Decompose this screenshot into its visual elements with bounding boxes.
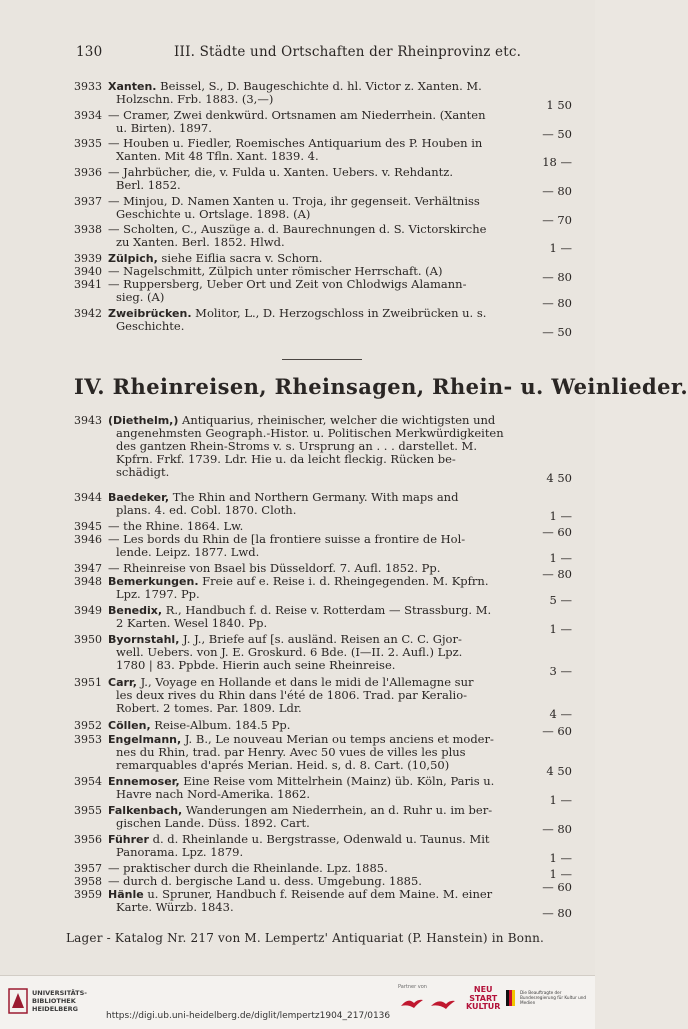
- page-number: 130: [76, 44, 103, 60]
- entry-line: [108, 901, 518, 914]
- entry-keyword: Bemerkungen.: [108, 575, 199, 588]
- entry-text: [108, 833, 518, 859]
- entry-line-text: J. B., Le nouveau Merian ou temps anciens et moder-: [181, 732, 494, 746]
- entry-number: 3941: [74, 278, 102, 291]
- entry-text: [108, 888, 518, 914]
- university-seal-icon: [8, 988, 28, 1014]
- entry-price: — 80: [542, 296, 572, 310]
- entry-line: [108, 179, 518, 192]
- entry-text: [108, 491, 518, 517]
- entry-keyword: Engelmann,: [108, 733, 182, 746]
- entry-price: 1 —: [549, 867, 572, 881]
- entry-number: 3939: [74, 252, 102, 265]
- entry-price: — 60: [542, 525, 572, 539]
- entry-text: [108, 166, 518, 192]
- entry-number: 3938: [74, 223, 102, 236]
- entry-number: 3958: [74, 875, 102, 888]
- entry-line-text: Lpz. 1797. Pp.: [116, 587, 200, 601]
- entry-line-text: siehe Eiflia sacra v. Schorn.: [157, 251, 323, 265]
- entry-line: [108, 122, 518, 135]
- entry-price: — 80: [542, 567, 572, 581]
- entry-line-text: — Les bords du Rhin de [la frontiere suisse a frontire de Hol-: [108, 532, 466, 546]
- entry-keyword: Hänle: [108, 888, 144, 901]
- entry-number: 3936: [74, 166, 102, 179]
- entry-line-text: u. Birten). 1897.: [116, 121, 212, 135]
- entry-price: — 80: [542, 906, 572, 920]
- federal-eagle-icon: [506, 990, 518, 1006]
- entry-number: 3951: [74, 676, 102, 689]
- entry-line: [108, 278, 518, 291]
- entry-line-text: — praktischer durch die Rheinlande. Lpz. 1885.: [108, 861, 388, 875]
- entry-price: — 50: [542, 127, 572, 141]
- entry-text: [108, 775, 518, 801]
- entry-keyword: (Diethelm,): [108, 414, 179, 427]
- entry-price: 1 —: [549, 793, 572, 807]
- entry-number: 3950: [74, 633, 102, 646]
- entry-line-text: Holzschn. Frb. 1883. (3,—): [116, 92, 274, 106]
- entry-line: [108, 453, 518, 466]
- entry-line-text: schädigt.: [116, 465, 170, 479]
- entry-line-text: Karte. Würzb. 1843.: [116, 900, 234, 914]
- entry-text: [108, 137, 518, 163]
- entry-price: — 80: [542, 270, 572, 284]
- entry-line: [108, 320, 518, 333]
- entry-keyword: Führer: [108, 833, 149, 846]
- entry-number: 3937: [74, 195, 102, 208]
- entry-number: 3944: [74, 491, 102, 504]
- entry-line-text: angenehmsten Geograph.-Histor. u. Politischen Merkwürdigkeiten: [116, 426, 504, 440]
- neustart-line-3: KULTUR: [466, 1002, 501, 1011]
- entry-line: [108, 788, 518, 801]
- entry-line-text: — Ruppersberg, Ueber Ort und Zeit von Chlodwigs Alamann-: [108, 277, 467, 291]
- entry-text: [108, 109, 518, 135]
- entry-number: 3957: [74, 862, 102, 875]
- entry-line-text: 2 Karten. Wesel 1840. Pp.: [116, 616, 268, 630]
- entry-line-text: — Minjou, D. Namen Xanten u. Troja, ihr gegenseit. Verhältniss: [108, 194, 480, 208]
- entry-line-text: Panorama. Lpz. 1879.: [116, 845, 244, 859]
- entry-price: 1 —: [549, 851, 572, 865]
- entry-text: [108, 533, 518, 559]
- entry-number: 3956: [74, 833, 102, 846]
- entry-text: [108, 633, 518, 672]
- entry-line-text: plans. 4. ed. Cobl. 1870. Cloth.: [116, 503, 297, 517]
- entry-line-text: — Jahrbücher, die, v. Fulda u. Xanten. Uebers. v. Rehdantz.: [108, 165, 453, 179]
- entry-number: 3949: [74, 604, 102, 617]
- permalink-url[interactable]: https://digi.ub.uni-heidelberg.de/diglit/lempertz1904_217/0136: [106, 1011, 391, 1021]
- entry-price: 1 —: [549, 241, 572, 255]
- entry-price: — 80: [542, 822, 572, 836]
- entry-line-text: Reise-Album. 184.5 Pp.: [150, 718, 291, 732]
- entry-line-text: lende. Leipz. 1877. Lwd.: [116, 545, 260, 559]
- neustart-line-2: START: [469, 993, 498, 1003]
- entry-text: [108, 278, 518, 304]
- entry-keyword: Byornstahl,: [108, 633, 180, 646]
- entry-number: 3940: [74, 265, 102, 278]
- partner-logo-2-icon: [430, 998, 456, 1010]
- entry-line-text: Wanderungen am Niederrhein, an d. Ruhr u. im ber-: [182, 803, 493, 817]
- entry-price: 5 —: [549, 593, 572, 607]
- entry-number: 3942: [74, 307, 102, 320]
- entry-text: [108, 733, 518, 772]
- entry-line: [108, 236, 518, 249]
- catalog-footer: Lager - Katalog Nr. 217 von M. Lempertz' Antiquariat (P. Hanstein) in Bonn.: [66, 931, 545, 945]
- entry-keyword: Zülpich,: [108, 252, 158, 265]
- entry-price: 3 —: [549, 664, 572, 678]
- entry-line-text: Eine Reise vom Mittelrhein (Mainz) üb. Köln, Paris u.: [179, 774, 495, 788]
- entry-line-text: gischen Lande. Düss. 1892. Cart.: [116, 816, 310, 830]
- entry-text: [108, 414, 518, 479]
- entry-price: 1 —: [549, 551, 572, 565]
- entry-keyword: Falkenbach,: [108, 804, 183, 817]
- page-running-title: III. Städte und Ortschaften der Rheinprovinz etc.: [174, 44, 522, 60]
- entry-number: 3952: [74, 719, 102, 732]
- entry-line-text: — Houben u. Fiedler, Roemisches Antiquarium des P. Houben in: [108, 136, 483, 150]
- entry-line: [108, 719, 518, 732]
- entry-price: 18 —: [542, 155, 572, 169]
- federal-commissioner-text: Die Beauftragte der Bundesregierung für Kultur und Medien: [520, 990, 587, 1005]
- entry-price: — 70: [542, 213, 572, 227]
- entry-number: 3946: [74, 533, 102, 546]
- entry-price: 4 —: [549, 707, 572, 721]
- entry-line-text: nes du Rhin, trad. par Henry. Avec 50 vues de villes les plus: [116, 745, 466, 759]
- entry-text: [108, 80, 518, 106]
- entry-line-text: Kpfrn. Frkf. 1739. Ldr. Hie u. da leicht fleckig. Rücken be-: [116, 452, 456, 466]
- entry-text: [108, 719, 518, 732]
- entry-number: 3948: [74, 575, 102, 588]
- entry-keyword: Carr,: [108, 676, 137, 689]
- section-divider: [282, 359, 362, 360]
- entry-line-text: — Nagelschmitt, Zülpich unter römischer Herrschaft. (A): [108, 264, 443, 278]
- entry-line-text: les deux rives du Rhin dans l'été de 1806. Trad. par Keralio-: [116, 688, 468, 702]
- entry-keyword: Cöllen,: [108, 719, 151, 732]
- entry-number: 3945: [74, 520, 102, 533]
- entry-number: 3955: [74, 804, 102, 817]
- entry-line: [108, 504, 518, 517]
- entry-keyword: Zweibrücken.: [108, 307, 192, 320]
- entry-number: 3943: [74, 414, 102, 427]
- uni-line-1: UNIVERSITÄTS-: [32, 989, 87, 997]
- uni-line-2: BIBLIOTHEK: [32, 997, 76, 1005]
- entry-keyword: Xanten.: [108, 80, 157, 93]
- entry-line: [108, 846, 518, 859]
- entry-line: [108, 466, 518, 479]
- entry-number: 3959: [74, 888, 102, 901]
- entry-keyword: Baedeker,: [108, 491, 170, 504]
- entry-number: 3947: [74, 562, 102, 575]
- entry-line-text: Havre nach Nord-Amerika. 1862.: [116, 787, 311, 801]
- entry-price: — 60: [542, 880, 572, 894]
- uni-line-3: HEIDELBERG: [32, 1005, 79, 1013]
- entry-price: — 80: [542, 184, 572, 198]
- neustart-kultur-logo: [466, 986, 500, 1012]
- entry-line: [108, 817, 518, 830]
- entry-line-text: Geschichte.: [116, 319, 185, 333]
- entry-price: — 50: [542, 325, 572, 339]
- entry-price: 1 50: [546, 98, 572, 112]
- entry-number: 3934: [74, 109, 102, 122]
- entry-line: [108, 546, 518, 559]
- neustart-line-1: NEU: [473, 985, 493, 994]
- entry-line-text: J. J., Briefe auf [s. ausländ. Reisen an C. C. Gjor-: [179, 632, 462, 646]
- entry-line-text: Freie auf e. Reise i. d. Rheingegenden. M. Kpfrn.: [198, 574, 489, 588]
- entry-line-text: sieg. (A): [116, 290, 165, 304]
- entry-number: 3953: [74, 733, 102, 746]
- section-title: IV. Rheinreisen, Rheinsagen, Rhein- u. Weinlieder.: [74, 374, 688, 399]
- entry-line-text: — Scholten, C., Auszüge a. d. Baurechnungen d. S. Victorskirche: [108, 222, 487, 236]
- entry-price: 1 —: [549, 509, 572, 523]
- entry-line-text: well. Uebers. von J. E. Groskurd. 6 Bde. (I—II. 2. Aufl.) Lpz.: [116, 645, 463, 659]
- entry-line-text: 1780 | 83. Ppbde. Hierin auch seine Rheinreise.: [116, 658, 396, 672]
- entry-keyword: Benedix,: [108, 604, 163, 617]
- entry-line: [108, 759, 518, 772]
- university-library-name: [32, 989, 87, 1013]
- entry-number: 3954: [74, 775, 102, 788]
- entry-line-text: — the Rhine. 1864. Lw.: [108, 519, 244, 533]
- entry-price: 4 50: [546, 471, 572, 485]
- entry-line-text: R., Handbuch f. d. Reise v. Rotterdam — Strassburg. M.: [162, 603, 492, 617]
- entry-line-text: zu Xanten. Berl. 1852. Hlwd.: [116, 235, 285, 249]
- entry-line: [108, 588, 518, 601]
- entry-text: [108, 575, 518, 601]
- entry-line-text: — durch d. bergische Land u. dess. Umgebung. 1885.: [108, 874, 422, 888]
- entry-price: 1 —: [549, 622, 572, 636]
- entry-number: 3933: [74, 80, 102, 93]
- entry-line-text: — Cramer, Zwei denkwürd. Ortsnamen am Niederrhein. (Xanten: [108, 108, 486, 122]
- entry-line-text: Berl. 1852.: [116, 178, 181, 192]
- entry-line-text: Molitor, L., D. Herzogschloss in Zweibrücken u. s.: [191, 306, 487, 320]
- entry-line-text: Xanten. Mit 48 Tfln. Xant. 1839. 4.: [116, 149, 319, 163]
- entry-line-text: — Rheinreise von Bsael bis Düsseldorf. 7. Aufl. 1852. Pp.: [108, 561, 441, 575]
- entry-line: [108, 208, 518, 221]
- entry-line-text: Robert. 2 tomes. Par. 1809. Ldr.: [116, 701, 302, 715]
- entry-line-text: Antiquarius, rheinischer, welcher die wichtigsten und: [178, 413, 496, 427]
- entry-line-text: des gantzen Rhein-Stroms v. s. Ursprung an . . . darstellet. M.: [116, 439, 477, 453]
- entry-text: [108, 223, 518, 249]
- entry-number: 3935: [74, 137, 102, 150]
- entry-keyword: Ennemoser,: [108, 775, 180, 788]
- entry-line: [108, 659, 518, 672]
- entry-text: [108, 307, 518, 333]
- partner-logo-icon: [400, 996, 424, 1010]
- entry-line-text: J., Voyage en Hollande et dans le midi de l'Allemagne sur: [136, 675, 474, 689]
- entry-line-text: Beissel, S., D. Baugeschichte d. hl. Victor z. Xanten. M.: [156, 79, 482, 93]
- entry-line: [108, 291, 518, 304]
- entry-line-text: remarquables d'aprés Merian. Heid. s, d. 8. Cart. (10,50): [116, 758, 450, 772]
- viewer-bottom-bar: [0, 975, 595, 1029]
- entry-price: 4 50: [546, 764, 572, 778]
- entry-line: [108, 702, 518, 715]
- entry-line: [108, 617, 518, 630]
- entry-text: [108, 604, 518, 630]
- entry-line: [108, 150, 518, 163]
- entry-line: [108, 93, 518, 106]
- entry-line-text: u. Spruner, Handbuch f. Reisende auf dem Maine. M. einer: [143, 887, 493, 901]
- entry-line-text: d. d. Rheinlande u. Bergstrasse, Odenwald u. Taunus. Mit: [148, 832, 490, 846]
- partner-label: Partner von: [398, 984, 427, 990]
- entry-text: [108, 195, 518, 221]
- entry-text: [108, 676, 518, 715]
- entry-price: — 60: [542, 724, 572, 738]
- entry-text: [108, 804, 518, 830]
- entry-line-text: Geschichte u. Ortslage. 1898. (A): [116, 207, 311, 221]
- entry-line-text: The Rhin and Northern Germany. With maps and: [169, 490, 459, 504]
